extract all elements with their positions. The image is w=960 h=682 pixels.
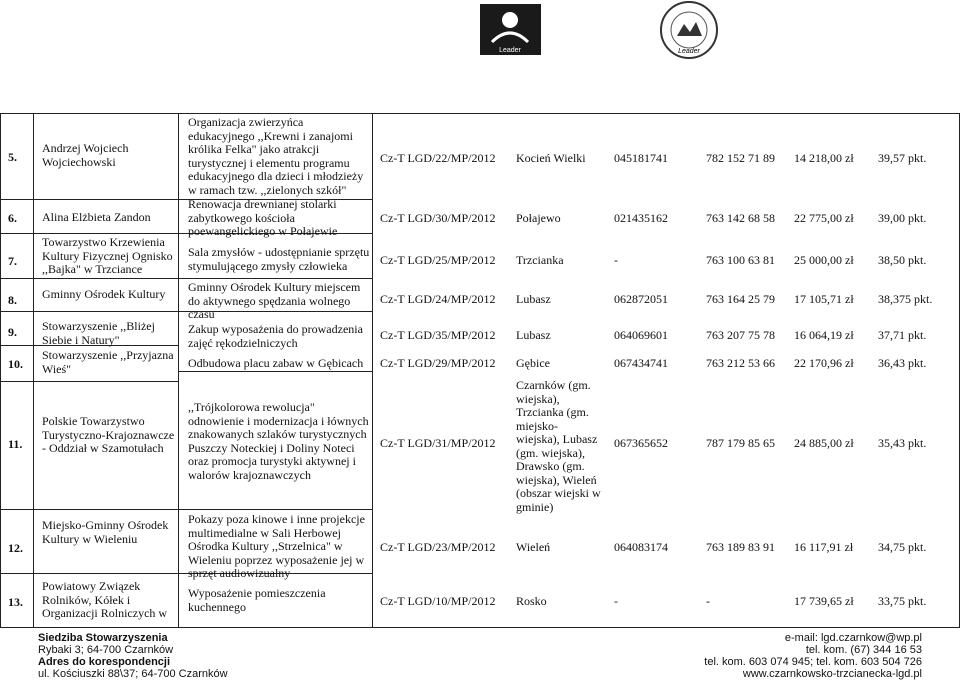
regon: - xyxy=(614,594,618,608)
project-title: Wyposażenie pomieszczenia kuchennego xyxy=(188,586,326,614)
application-code: Cz-T LGD/10/MP/2012 xyxy=(380,594,496,608)
amount: 25 000,00 zł xyxy=(794,253,854,267)
place: Rosko xyxy=(516,594,547,608)
seat-address: Rybaki 3; 64-700 Czarnków xyxy=(38,644,174,656)
regon: 062872051 xyxy=(614,292,668,306)
footer xyxy=(0,630,960,682)
amount: 24 885,00 zł xyxy=(794,436,854,450)
phone-mobile: tel. kom. 603 074 945; tel. kom. 603 504 726 xyxy=(704,656,922,668)
amount: 17 105,71 zł xyxy=(794,292,854,306)
points: 36,43 pkt. xyxy=(878,356,927,370)
nip: 763 189 83 91 xyxy=(706,540,775,554)
application-code: Cz-T LGD/25/MP/2012 xyxy=(380,253,496,267)
application-code: Cz-T LGD/35/MP/2012 xyxy=(380,328,496,342)
place: Lubasz xyxy=(516,328,551,342)
amount: 14 218,00 zł xyxy=(794,151,854,165)
email[interactable]: e-mail: lgd.czarnkow@wp.pl xyxy=(784,632,922,644)
regon: - xyxy=(614,253,618,267)
row-number: 8. xyxy=(8,293,17,307)
application-code: Cz-T LGD/24/MP/2012 xyxy=(380,292,496,306)
place: Lubasz xyxy=(516,292,551,306)
row-number: 9. xyxy=(8,325,17,339)
regon: 067365652 xyxy=(614,436,668,450)
project-title: Sala zmysłów - udostępnianie sprzętu stymulującego zmysły człowieka xyxy=(188,245,370,273)
points: 35,43 pkt. xyxy=(878,436,927,450)
leader-logo-left xyxy=(478,2,543,57)
place: Połajewo xyxy=(516,211,561,225)
nip: 763 207 75 78 xyxy=(706,328,775,342)
beneficiary-name: Polskie Towarzystwo Turystyczno-Krajoznawcze - Oddział w Szamotułach xyxy=(42,414,175,455)
amount: 16 117,91 zł xyxy=(794,540,854,554)
website-link[interactable]: www.czarnkowsko-trzcianecka-lgd.pl xyxy=(742,668,922,680)
row-number: 10. xyxy=(8,357,23,371)
regon: 021435162 xyxy=(614,211,668,225)
nip: - xyxy=(706,594,710,608)
svg-text:Leader: Leader xyxy=(499,47,521,54)
leader-logo-right xyxy=(642,0,737,60)
beneficiary-name: Andrzej Wojciech Wojciechowski xyxy=(42,141,129,169)
row-number: 6. xyxy=(8,211,17,225)
project-title: Pokazy poza kinowe i inne projekcje multimedialne w Sali Herbowej Ośrodka Kultury ,,Strzelnica" w Wieleniu poprzez wyposażenie jej w sprzęt audiowizualny xyxy=(188,512,365,580)
nip: 763 212 53 66 xyxy=(706,356,775,370)
beneficiary-name: Alina Elżbieta Zandon xyxy=(42,210,151,224)
beneficiary-name: Towarzystwo Krzewienia Kultury Fizycznej Ognisko ,,Bajka" w Trzciance xyxy=(42,235,173,276)
beneficiary-name: Stowarzyszenie ,,Przyjazna Wieś" xyxy=(42,348,174,376)
phone: tel. kom. (67) 344 16 53 xyxy=(805,644,922,656)
place: Gębice xyxy=(516,356,550,370)
beneficiary-name: Powiatowy Związek Rolników, Kółek i Organizacji Rolniczych w xyxy=(42,579,168,620)
regon: 064069601 xyxy=(614,328,668,342)
application-code: Cz-T LGD/30/MP/2012 xyxy=(380,211,496,225)
amount: 16 064,19 zł xyxy=(794,328,854,342)
amount: 22 170,96 zł xyxy=(794,356,854,370)
points: 33,75 pkt. xyxy=(878,594,927,608)
points: 37,71 pkt. xyxy=(878,328,927,342)
application-code: Cz-T LGD/23/MP/2012 xyxy=(380,540,496,554)
nip: 787 179 85 65 xyxy=(706,436,775,450)
row-number: 12. xyxy=(8,541,23,555)
grants-table xyxy=(0,113,960,628)
points: 38,375 pkt. xyxy=(878,292,933,306)
nip: 782 152 71 89 xyxy=(706,151,775,165)
project-title: Gminny Ośrodek Kultury miejscem do aktywnego spędzania wolnego czasu xyxy=(188,280,361,321)
beneficiary-name: Miejsko-Gminny Ośrodek Kultury w Wieleniu xyxy=(42,518,169,546)
row-number: 11. xyxy=(8,437,23,451)
project-title: Zakup wyposażenia do prowadzenia zajęć rękodzielniczych xyxy=(188,322,363,350)
beneficiary-name: Gminny Ośrodek Kultury xyxy=(42,287,166,301)
beneficiary-name: Stowarzyszenie ,,Bliżej Siebie i Natury" xyxy=(42,319,155,347)
place: Wieleń xyxy=(516,540,551,554)
seat-label: Siedziba Stowarzyszenia xyxy=(38,632,168,644)
application-code: Cz-T LGD/22/MP/2012 xyxy=(380,151,496,165)
application-code: Cz-T LGD/29/MP/2012 xyxy=(380,356,496,370)
points: 39,00 pkt. xyxy=(878,211,927,225)
regon: 067434741 xyxy=(614,356,668,370)
svg-text:Leader: Leader xyxy=(678,48,700,55)
place: Czarnków (gm. wiejska), Trzcianka (gm. miejsko- wiejska), Lubasz (gm. wiejska), Drawsko (gm. wiejska), Wieleń (obszar wiejski w gminie) xyxy=(516,378,601,514)
regon: 045181741 xyxy=(614,151,668,165)
correspondence-label: Adres do korespondencji xyxy=(38,656,171,668)
amount: 22 775,00 zł xyxy=(794,211,854,225)
place: Trzcianka xyxy=(516,253,564,267)
correspondence-address: ul. Kościuszki 88\37; 64-700 Czarnków xyxy=(38,668,228,680)
project-title: Renowacja drewnianej stolarki zabytkowego kościoła poewangelickiego w Połajewie xyxy=(188,197,338,238)
project-title: Odbudowa placu zabaw w Gębicach xyxy=(188,356,364,370)
points: 38,50 pkt. xyxy=(878,253,927,267)
points: 34,75 pkt. xyxy=(878,540,927,554)
amount: 17 739,65 zł xyxy=(794,594,854,608)
row-number: 13. xyxy=(8,595,23,609)
nip: 763 142 68 58 xyxy=(706,211,775,225)
points: 39,57 pkt. xyxy=(878,151,927,165)
nip: 763 164 25 79 xyxy=(706,292,775,306)
row-number: 5. xyxy=(8,150,17,164)
project-title: Organizacja zwierzyńca edukacyjnego ,,Krewni i zanajomi królika Felka" jako atrakcji turystycznej i elementu programu edukacyjnego dla dzieci i młodzieży w ramach tzw. ,,zielonych szkół" xyxy=(188,115,364,197)
project-title: ,,Trójkolorowa rewolucja" odnowienie i modernizacja i łównych znakowanych szlaków turystycznych Puszczy Noteckiej i Doliny Noteci oraz promocja turystyki aktywnej i walorów krajoznawczych xyxy=(188,400,369,482)
place: Kocień Wielki xyxy=(516,151,586,165)
nip: 763 100 63 81 xyxy=(706,253,775,267)
application-code: Cz-T LGD/31/MP/2012 xyxy=(380,436,496,450)
regon: 064083174 xyxy=(614,540,668,554)
row-number: 7. xyxy=(8,254,17,268)
